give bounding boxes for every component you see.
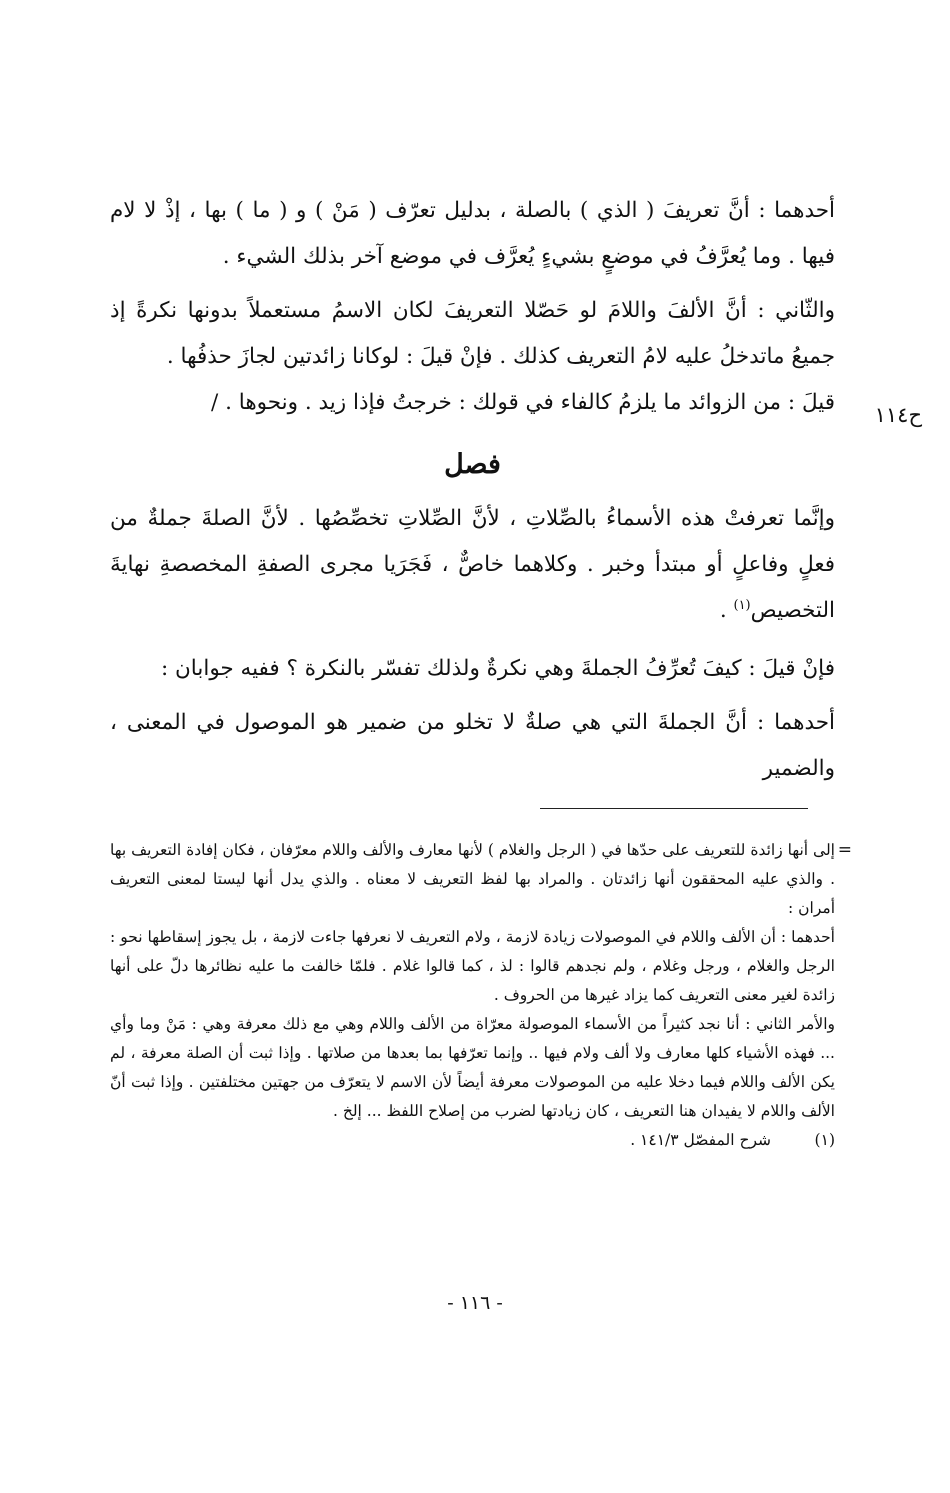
footnote-1-number: (١): [814, 1131, 835, 1149]
paragraph-4-text: وإنَّما تعرفتْ هذه الأسماءُ بالصِّلاتِ ، لأنَّ الصِّلاتِ تخصِّصُها . لأنَّ الصلةَ جملةٌ من فعلٍ وفاعلٍ أو مبتدأ وخبر . وكلاهما خاصٌّ ، فَجَرَيا مجرى الصفةِ المخصصةِ نهايةَ التخصيص: [110, 506, 835, 623]
main-text: [110, 188, 835, 792]
footnotes: [110, 836, 835, 1155]
footnote-1-text: شرح المفصّل ١٤١/٣ .: [630, 1131, 771, 1149]
page-number: - ١١٦ -: [447, 1292, 503, 1314]
paragraph-1: أحدهما : أنَّ تعريفَ ( الذي ) بالصلة ، بدليل تعرّف ( مَنْ ) و ( ما ) بها ، إذْ لا لام فيها . وما يُعرَّفُ في موضعٍ بشيءٍ يُعرَّف في موضع آخر بذلك الشيء .: [110, 198, 835, 269]
paragraph-2: والثّاني : أنَّ الألفَ واللامَ لو حَصّلا التعريفَ لكان الاسمُ مستعملاً بدونها نكرةً إذ جميعُ ماتدخلُ عليه لامُ التعريف كذلك . فإنْ قيلَ : لوكانا زائدتين لجازَ حذفُها .: [110, 298, 835, 369]
footnote-separator: [540, 808, 808, 809]
footnote-continued-3: والأمر الثاني : أنا نجد كثيراً من الأسماء الموصولة معرّاة من الألف واللام وهي مع ذلك معرفة وهي : مَنْ وما وأي ... فهذه الأشياء كلها معارف ولا ألف ولام فيها .. وإنما تعرّفها بما بعدها من صلاتها . وإذا ثبت أن الصلة معرفة ، لم يكن الألف واللام فيما دخلا عليه من الموصولات معرفة أيضاً لأن الاسم لا يتعرّف من جهتين مختلفتين . وإذا ثبت أنّ الألف واللام لا يفيدان هنا التعريف ، كان زيادتها لضرب من إصلاح اللفظ ... إلخ .: [110, 1015, 835, 1120]
footnote-continued-2: أحدهما : أن الألف واللام في الموصولات زيادة لازمة ، ولام التعريف لا نعرفها جاءت لازمة ، بل يجوز إسقاطها نحو : الرجل والغلام ، ورجل وغلام ، ولم نجدهم قالوا : لذ ، كما قالوا غلام . فلمّا خالفت ما عليه نظائرها دلّ على أنها زائدة لغير معنى التعريف كما يزاد غيرها من الحروف .: [110, 928, 835, 1004]
footnote-1: [110, 1126, 835, 1155]
footnote-continuation-mark: =: [837, 840, 852, 860]
paragraph-6: أحدهما : أنَّ الجملةَ التي هي صلةٌ لا تخلو من ضمير هو الموصول في المعنى ، والضمير: [110, 710, 835, 781]
section-heading: فصل: [444, 449, 501, 480]
paragraph-5: فإنْ قيلَ : كيفَ تُعرِّفُ الجملةَ وهي نكرةٌ ولذلك تفسّر بالنكرة ؟ ففيه جوابان :: [160, 656, 835, 681]
footnote-continued-1: إلى أنها زائدة للتعريف على حدّها في ( الرجل والغلام ) لأنها معارف والألف واللام معرّفان ، فكان إفادة التعريف بها . والذي عليه المحققون أنها زائدتان . والمراد بها لفظ التعريف لا معناه . والذي يدل أنها ليستا لمعنى التعريف أمران :: [110, 841, 835, 917]
paragraph-3: قيلَ : من الزوائد ما يلزمُ كالفاء في قولك : خرجتُ فإذا زيد . ونحوها . /: [211, 390, 835, 415]
manuscript-folio-note: ح١١٤: [874, 403, 922, 427]
paragraph-4-end: .: [719, 598, 734, 623]
footnote-reference: (١): [733, 597, 751, 613]
paragraph-4: [110, 496, 835, 634]
